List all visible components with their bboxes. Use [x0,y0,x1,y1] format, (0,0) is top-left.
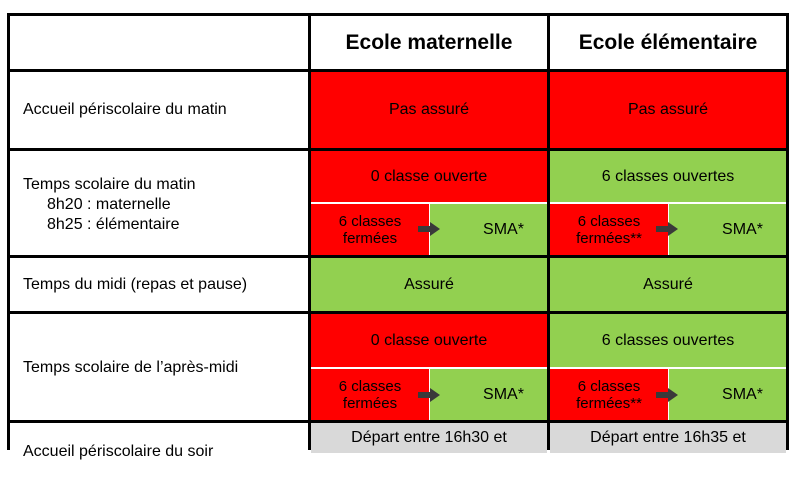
label-scolaire-matin-sub2: 8h25 : élémentaire [47,216,180,233]
label-accueil-soir: Accueil périscolaire du soir [23,443,214,460]
label-scolaire-apresmidi: Temps scolaire de l’après-midi [23,359,239,376]
closed-line1: 6 classes [577,212,641,230]
grid-line [7,255,786,258]
header-maternelle: Ecole maternelle [345,30,513,54]
scolaire-apresmidi-elementaire-closed [550,369,668,420]
label-scolaire-matin [7,151,308,255]
grid-line [7,148,786,151]
closed-line2: fermées [342,229,398,247]
scolaire-apresmidi-elementaire-sma: SMA* [669,369,786,420]
header-elementaire: Ecole élémentaire [578,30,758,54]
grid-line [7,13,10,450]
accueil-soir-elementaire: Départ entre 16h35 et [550,423,786,453]
scolaire-apresmidi-maternelle-sma: SMA* [430,369,547,420]
scolaire-matin-maternelle-open: 0 classe ouverte [311,151,547,202]
closed-line1: 6 classes [338,212,402,230]
grid-line [7,69,786,72]
closed-line1: 6 classes [338,377,402,395]
scolaire-matin-elementaire-closed [550,204,668,255]
label-accueil-matin: Accueil périscolaire du matin [23,101,227,118]
closed-line2: fermées [342,394,398,412]
arrow-right-icon [656,388,678,402]
grid-line [7,311,786,314]
grid-line [547,13,550,450]
scolaire-apresmidi-maternelle-open: 0 classe ouverte [311,314,547,367]
scolaire-apresmidi-elementaire-open: 6 classes ouvertes [550,314,786,367]
scolaire-matin-maternelle-sma: SMA* [430,204,547,255]
scolaire-apresmidi-maternelle-closed [311,369,429,420]
accueil-soir-maternelle: Départ entre 16h30 et [311,423,547,453]
closed-line2: fermées** [576,229,642,247]
accueil-matin-elementaire: Pas assuré [550,72,786,148]
scolaire-matin-maternelle-closed [311,204,429,255]
label-midi: Temps du midi (repas et pause) [23,275,248,293]
arrow-right-icon [418,388,440,402]
closed-line1: 6 classes [577,377,641,395]
scolaire-matin-elementaire-sma: SMA* [669,204,786,255]
closed-line2: fermées** [576,394,642,412]
arrow-right-icon [418,222,440,236]
grid-line [7,13,786,16]
label-scolaire-matin-sub1: 8h20 : maternelle [47,196,171,213]
midi-elementaire: Assuré [550,258,786,311]
grid-line [786,13,789,450]
arrow-right-icon [656,222,678,236]
grid-line [308,13,311,450]
label-scolaire-matin-title: Temps scolaire du matin [23,176,196,193]
scolaire-matin-elementaire-open: 6 classes ouvertes [550,151,786,202]
midi-maternelle: Assuré [311,258,547,311]
accueil-matin-maternelle: Pas assuré [311,72,547,148]
grid-line [7,420,786,423]
